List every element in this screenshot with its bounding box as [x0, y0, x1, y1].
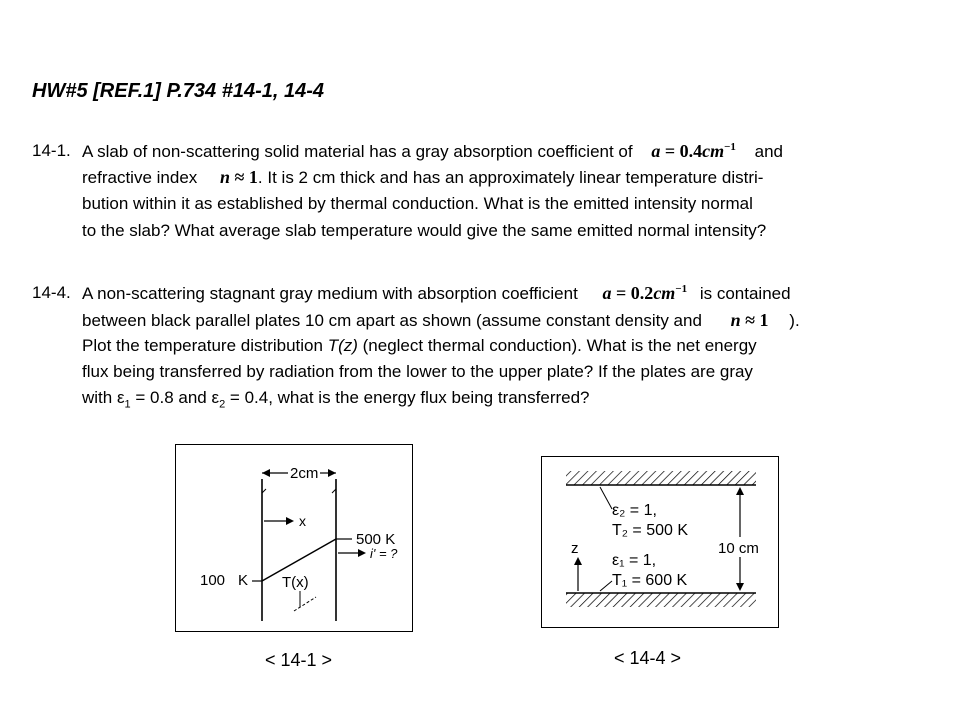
figure-14-4: [541, 456, 779, 628]
parallel-plates-diagram: [542, 457, 778, 627]
math-absorption-coefficient: $a = 0.2cm^{-1}$: [602, 283, 688, 303]
upper-plate: [566, 471, 756, 485]
problem-text-line: flux being transferred by radiation from the lower to the upper plate? If the plates are gray: [82, 362, 753, 381]
z-arrow-icon: [574, 557, 582, 565]
x-arrow-icon: [286, 517, 294, 525]
problem-number: 14-1.: [32, 141, 71, 160]
problem-text-line: between black parallel plates 10 cm apart as shown (assume constant density and n ≈ 1 ).: [82, 310, 800, 330]
math-refractive-index: n ≈ 1: [220, 167, 258, 187]
upper-temperature-label: T₂ = 500 K: [612, 522, 689, 539]
slab-diagram: [176, 445, 412, 631]
z-label: z: [571, 540, 579, 557]
figure-caption-14-1: < 14-1 >: [265, 650, 333, 670]
problem-text-line: bution within it as established by thermal conduction. What is the emitted intensity normal: [82, 194, 753, 213]
width-label: 2cm: [290, 465, 319, 482]
math-absorption-coefficient: $a = 0.4cm^{-1}$: [651, 141, 736, 161]
math-refractive-index: n ≈ 1: [730, 310, 769, 330]
dimension-arrow-down-icon: [736, 583, 744, 591]
lower-plate: [566, 593, 756, 607]
cold-temperature-value: 100: [200, 572, 226, 589]
hot-temperature-label: 500 K: [356, 531, 396, 548]
figure-14-1: [175, 444, 413, 632]
gap-label: 10 cm: [718, 540, 759, 557]
lower-emissivity-label: ε₁ = 1,: [612, 552, 657, 569]
figure-caption-14-4: < 14-4 >: [614, 648, 682, 668]
upper-emissivity-label: ε₂ = 1,: [612, 502, 657, 519]
problem-text-line: refractive index n ≈ 1. It is 2 cm thick and has an approximately linear temperature distri-: [82, 167, 764, 187]
intensity-label: i' = ?: [370, 546, 398, 561]
page-title: HW#5 [REF.1] P.734 #14-1, 14-4: [32, 80, 325, 102]
dimension-arrow-up-icon: [736, 487, 744, 495]
problem-text-line: with $\varepsilon_1 = 0.8$ and $\varepsilon_2 = 0.4$, what is the energy flux being transferred?: [82, 388, 590, 411]
temperature-function-label: T(x): [282, 574, 309, 591]
problem-text-line: A slab of non-scattering solid material has a gray absorption coefficient of $a = 0.4cm^{-1}$ and: [82, 141, 783, 161]
problem-text-line: Plot the temperature distribution T(z) (neglect thermal conduction). What is the net energy: [82, 336, 757, 355]
problem-text-line: to the slab? What average slab temperature would give the same emitted normal intensity?: [82, 221, 767, 240]
problem-text-line: A non-scattering stagnant gray medium with absorption coefficient $a = 0.2cm^{-1}$ is contained: [82, 283, 791, 303]
problem-number: 14-4.: [32, 283, 71, 302]
cold-temperature-unit: K: [238, 572, 249, 589]
arrow-left-icon: [262, 469, 270, 477]
intensity-arrow-icon: [358, 549, 366, 557]
lower-temperature-label: T₁ = 600 K: [612, 572, 688, 589]
x-label: x: [299, 513, 306, 529]
arrow-right-icon: [328, 469, 336, 477]
